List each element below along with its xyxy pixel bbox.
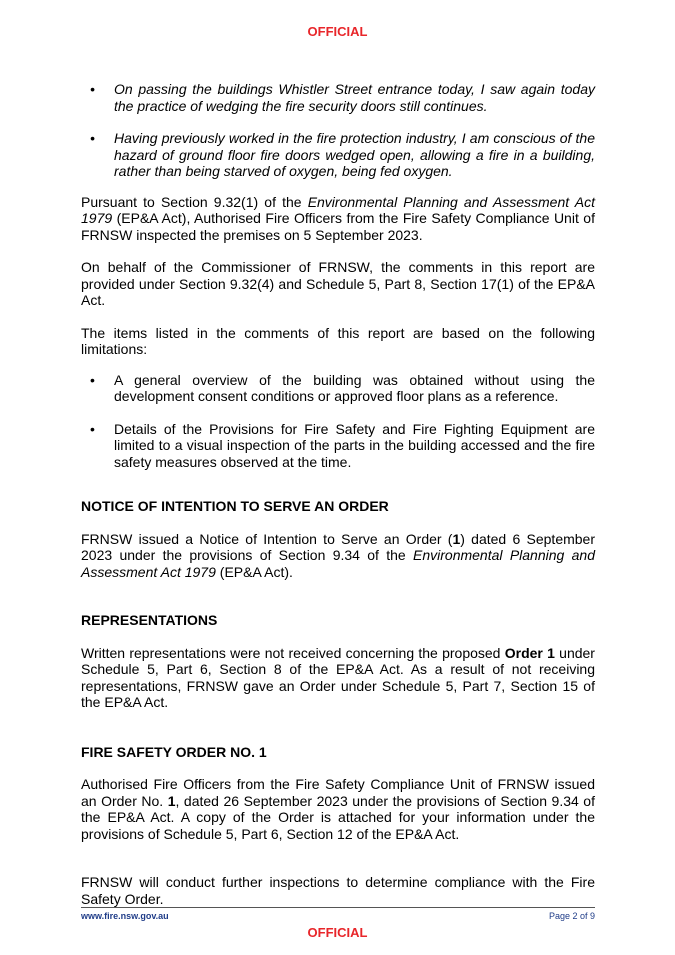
notice-paragraph bbox=[81, 531, 595, 581]
representations-heading: REPRESENTATIONS bbox=[81, 612, 218, 628]
text-run: FRNSW issued a Notice of Intention to Serve an Order ( bbox=[81, 530, 453, 547]
observation-item: • On passing the buildings Whistler Street entrance today, I saw again today the practice of wedging the fire security doors still continues. bbox=[81, 81, 595, 114]
limitations-intro: The items listed in the comments of this report are based on the following limitations: bbox=[81, 324, 595, 357]
pursuant-paragraph bbox=[81, 194, 595, 244]
limitation-item: • A general overview of the building was obtained without using the development consent conditions or approved floor plans as a reference. bbox=[81, 372, 595, 405]
text-run: ) dated 6 September 2023 under the provisions of Section 9.34 of the bbox=[81, 530, 595, 563]
order-number: 1 bbox=[167, 792, 176, 809]
notice-heading: NOTICE OF INTENTION TO SERVE AN ORDER bbox=[81, 498, 389, 514]
behalf-paragraph: On behalf of the Commissioner of FRNSW, the comments in this report are provided under Section 9.32(4) and Schedule 5, Part 8, Section 17(1) of the EP&A Act. bbox=[81, 259, 595, 308]
order-reference: Order 1 bbox=[504, 644, 555, 661]
act-name: Environmental Planning and Assessment Act 1979 bbox=[81, 547, 595, 580]
text-run: Written representations were not received concerning the proposed bbox=[81, 644, 505, 661]
order-number: 1 bbox=[452, 530, 461, 547]
observation-item: • Having previously worked in the fire protection industry, I am conscious of the hazard of ground floor fire doors wedged open, allowing a fire in a building, rather than being starved of oxygen, being fed oxygen. bbox=[81, 130, 595, 180]
text-run: (EP&A Act), Authorised Fire Officers from the Fire Safety Compliance Unit of FRNSW inspected the premises on 5 September 2023. bbox=[81, 210, 595, 243]
representations-paragraph bbox=[81, 645, 595, 711]
limitation-item: • Details of the Provisions for Fire Safety and Fire Fighting Equipment are limited to a visual inspection of the parts in the building accessed and the fire safety measures observed at the time. bbox=[81, 421, 595, 471]
document-body bbox=[81, 81, 595, 907]
footer-divider bbox=[81, 907, 595, 908]
fire-safety-order-paragraph bbox=[81, 776, 595, 842]
limitations-list bbox=[81, 372, 595, 471]
footer-page-number: Page 2 of 9 bbox=[548, 911, 595, 921]
observation-list bbox=[81, 81, 595, 180]
text-run: Pursuant to Section 9.32(1) of the bbox=[81, 193, 308, 210]
fire-safety-order-heading: FIRE SAFETY ORDER NO. 1 bbox=[81, 743, 267, 760]
text-run: (EP&A Act). bbox=[215, 563, 293, 580]
text-run: under Schedule 5, Part 6, Section 8 of the EP&A Act. As a result of not receiving representations, FRNSW gave an Order under Schedule 5, Part 7, Section 15 of the EP&A Act. bbox=[81, 644, 595, 710]
act-name: Environmental Planning and Assessment Act 1979 bbox=[81, 193, 595, 226]
further-inspections-paragraph: FRNSW will conduct further inspections to determine compliance with the Fire Safety Order. bbox=[81, 874, 595, 907]
text-run: Authorised Fire Officers from the Fire Safety Compliance Unit of FRNSW issued an Order No. bbox=[81, 776, 595, 809]
footer-website-link[interactable]: www.fire.nsw.gov.au bbox=[81, 911, 169, 921]
security-marking-top: OFFICIAL bbox=[307, 24, 368, 39]
text-run: , dated 26 September 2023 under the provisions of Section 9.34 of the EP&A Act. A copy of the Order is attached for your information under the provisions of Schedule 5, Part 6, Section 12 of the EP&A Act. bbox=[81, 792, 595, 842]
security-marking-bottom: OFFICIAL bbox=[307, 925, 368, 940]
